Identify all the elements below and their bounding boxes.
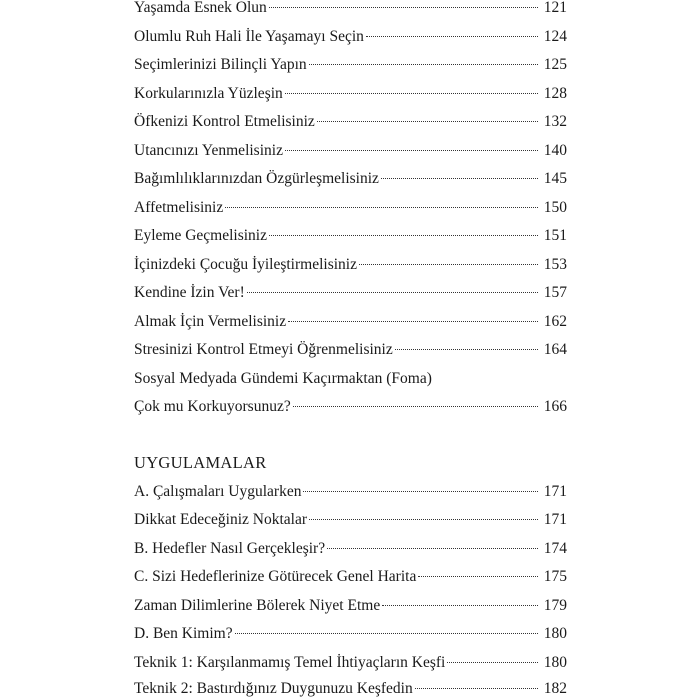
section-heading: UYGULAMALAR xyxy=(134,453,267,472)
dot-leader xyxy=(247,292,538,293)
dot-leader xyxy=(317,121,538,122)
dot-leader xyxy=(309,64,538,65)
toc-entry xyxy=(134,83,567,105)
toc-entry-page: 150 xyxy=(543,199,567,216)
toc-entry xyxy=(134,396,567,418)
dot-leader xyxy=(293,406,538,407)
toc-entry xyxy=(134,54,567,76)
dot-leader xyxy=(418,576,538,577)
toc-entry-title: Yaşamda Esnek Olun xyxy=(134,0,267,16)
toc-entry-page: 174 xyxy=(543,540,567,557)
dot-leader xyxy=(303,491,538,492)
toc-entry-title: Affetmelisiniz xyxy=(134,199,224,216)
toc-entry xyxy=(134,339,567,361)
toc-entry xyxy=(134,509,567,531)
dot-leader xyxy=(225,207,538,208)
dot-leader xyxy=(366,36,538,37)
toc-entry-page: 182 xyxy=(543,680,567,697)
toc-entry-page: 171 xyxy=(543,511,567,528)
toc-entry-title: Eyleme Geçmelisiniz xyxy=(134,227,267,244)
toc-entry-title: Teknik 1: Karşılanmamış Temel İhtiyaçların Keşfi xyxy=(134,654,446,671)
toc-entry-title: Teknik 2: Bastırdığınız Duygunuzu Keşfedin xyxy=(134,680,413,697)
dot-leader xyxy=(447,662,538,663)
toc-entry-page: 164 xyxy=(543,341,567,358)
dot-leader xyxy=(309,519,538,520)
toc-entry-title: Öfkenizi Kontrol Etmelisiniz xyxy=(134,113,315,130)
toc-entry xyxy=(134,652,567,674)
toc-entry-title: Utancınızı Yenmelisiniz xyxy=(134,142,283,159)
toc-entry xyxy=(134,140,567,162)
toc-entry xyxy=(134,678,567,700)
toc-entry-page: 180 xyxy=(543,625,567,642)
dot-leader xyxy=(327,548,538,549)
toc-entry-page: 153 xyxy=(543,256,567,273)
dot-leader xyxy=(395,349,538,350)
toc-entry xyxy=(134,111,567,133)
toc-entry-title: Bağımlılıklarınızdan Özgürleşmelisiniz xyxy=(134,170,379,187)
toc-entry-title: Olumlu Ruh Hali İle Yaşamayı Seçin xyxy=(134,28,364,45)
dot-leader xyxy=(285,93,538,94)
toc-entry-page: 166 xyxy=(543,398,567,415)
toc-entry-page: 157 xyxy=(543,284,567,301)
toc-entry-page: 145 xyxy=(543,170,567,187)
toc-entry-page: 124 xyxy=(543,28,567,45)
toc-entry-title: Dikkat Edeceğiniz Noktalar xyxy=(134,511,308,528)
dot-leader xyxy=(269,235,538,236)
toc-entry xyxy=(134,168,567,190)
toc-entry xyxy=(134,481,567,503)
toc-entry-title: Almak İçin Vermelisiniz xyxy=(134,313,287,330)
toc-entry xyxy=(134,282,567,304)
toc-entry-title: Seçimlerinizi Bilinçli Yapın xyxy=(134,56,307,73)
toc-entry-page: 128 xyxy=(543,85,567,102)
toc-entry-title: Stresinizi Kontrol Etmeyi Öğrenmelisiniz xyxy=(134,341,393,358)
toc-entry-title: C. Sizi Hedeflerinize Götürecek Genel Harita xyxy=(134,568,417,585)
toc-entry-page: 140 xyxy=(543,142,567,159)
toc-entry-title: A. Çalışmaları Uygularken xyxy=(134,483,302,500)
toc-entry xyxy=(134,566,567,588)
toc-entry xyxy=(134,26,567,48)
toc-entry xyxy=(134,197,567,219)
dot-leader xyxy=(359,264,538,265)
dot-leader xyxy=(269,7,538,8)
toc-entry-page: 121 xyxy=(543,0,567,16)
toc-entry xyxy=(134,538,567,560)
toc-entry xyxy=(134,254,567,276)
toc-entry-title-line2: Çok mu Korkuyorsunuz? xyxy=(134,398,291,415)
toc-entry-page: 151 xyxy=(543,227,567,244)
dot-leader xyxy=(288,321,538,322)
dot-leader xyxy=(285,150,538,151)
toc-entry-page: 175 xyxy=(543,568,567,585)
toc-entry-title: Zaman Dilimlerine Bölerek Niyet Etme xyxy=(134,597,381,614)
toc-entry-title: B. Hedefler Nasıl Gerçekleşir? xyxy=(134,540,326,557)
toc-entry-page: 125 xyxy=(543,56,567,73)
toc-entry xyxy=(134,623,567,645)
toc-entry xyxy=(134,595,567,617)
toc-entry-page: 132 xyxy=(543,113,567,130)
toc-entry-page: 179 xyxy=(543,597,567,614)
dot-leader xyxy=(382,605,538,606)
toc-entry-title: D. Ben Kimim? xyxy=(134,625,233,642)
toc-entry-title-line1: Sosyal Medyada Gündemi Kaçırmaktan (Foma) xyxy=(134,370,432,387)
toc-entry xyxy=(134,311,567,333)
toc-entry-page: 162 xyxy=(543,313,567,330)
toc-entry-page: 180 xyxy=(543,654,567,671)
dot-leader xyxy=(415,688,538,689)
dot-leader xyxy=(235,633,538,634)
toc-entry xyxy=(134,0,567,19)
dot-leader xyxy=(381,178,538,179)
toc-entry-page: 171 xyxy=(543,483,567,500)
toc-entry-title: Korkularınızla Yüzleşin xyxy=(134,85,283,102)
toc-entry xyxy=(134,225,567,247)
toc-entry-title: İçinizdeki Çocuğu İyileştirmelisiniz xyxy=(134,256,357,273)
toc-entry-title: Kendine İzin Ver! xyxy=(134,284,245,301)
